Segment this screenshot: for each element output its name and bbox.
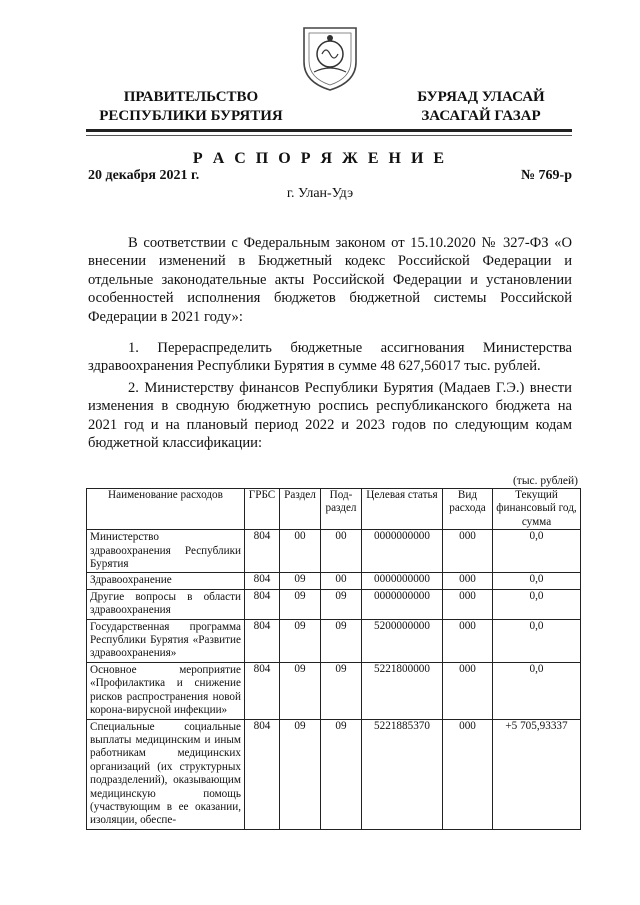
header-divider-thin	[86, 135, 572, 136]
government-name-line2: РЕСПУБЛИКИ БУРЯТИЯ	[99, 108, 283, 124]
table-header-row	[87, 489, 581, 530]
row-name: Основное мероприятие «Профилактика и снижение рисков распространения новой корона-вирусной инфекции»	[87, 662, 245, 719]
col-header-podrazdel: Под-раздел	[321, 489, 362, 530]
emblem-icon	[300, 24, 360, 92]
row-name: Специальные социальные выплаты медицинским и иным работникам медицинских организаций (их структурных подразделений), оказывающим медицинскую помощь (участвующим в ее оказании, изоляции, обеспе-	[87, 719, 245, 829]
col-header-summa: Текущий финансовый год, сумма	[493, 489, 581, 530]
header-divider-thick	[86, 129, 572, 132]
table-row	[87, 589, 581, 619]
row-grbs: 804	[245, 589, 280, 619]
row-razdel: 09	[280, 589, 321, 619]
row-statya: 5200000000	[362, 619, 443, 662]
units-label: (тыс. рублей)	[512, 475, 578, 487]
government-name-bua	[405, 88, 557, 126]
budget-table	[86, 488, 581, 830]
preamble-paragraph: В соответствии с Федеральным законом от 15.10.2020 № 327-ФЗ «О внесении изменений в Бюджетный кодекс Российской Федерации и отдельные законодательные акты Российской Федерации и установлении особенностей исполнения бюджетов бюджетной системы Российской Федерации в 2021 году»:	[88, 235, 572, 325]
row-statya: 0000000000	[362, 589, 443, 619]
item-2-paragraph: 2. Министерству финансов Республики Бурятия (Мадаев Г.Э.) внести изменения в сводную бюджетную роспись республиканского бюджета на 2021 год и на плановый период 2022 и 2023 годов по следующим кодам бюджетной классификации:	[88, 380, 572, 452]
row-summa: 0,0	[493, 662, 581, 719]
row-podrazdel: 09	[321, 662, 362, 719]
table-row	[87, 573, 581, 589]
col-header-statya: Целевая статья	[362, 489, 443, 530]
col-header-name: Наименование расходов	[87, 489, 245, 530]
row-name: Другие вопросы в области здравоохранения	[87, 589, 245, 619]
row-summa: 0,0	[493, 619, 581, 662]
row-vid: 000	[443, 573, 493, 589]
row-summa: +5 705,93337	[493, 719, 581, 829]
row-vid: 000	[443, 662, 493, 719]
document-city: г. Улан-Удэ	[286, 186, 354, 201]
row-statya: 0000000000	[362, 530, 443, 573]
row-grbs: 804	[245, 573, 280, 589]
document-date: 20 декабря 2021 г.	[88, 168, 200, 183]
row-grbs: 804	[245, 662, 280, 719]
row-name: Государственная программа Республики Бурятия «Развитие здравоохранения»	[87, 619, 245, 662]
row-vid: 000	[443, 589, 493, 619]
row-statya: 5221885370	[362, 719, 443, 829]
row-razdel: 09	[280, 619, 321, 662]
row-vid: 000	[443, 619, 493, 662]
row-statya: 0000000000	[362, 573, 443, 589]
government-name-bua-line1: БУРЯАД УЛАСАЙ	[417, 89, 545, 105]
row-vid: 000	[443, 719, 493, 829]
row-podrazdel: 09	[321, 589, 362, 619]
table-row	[87, 719, 581, 829]
document-title: Р А С П О Р Я Ж Е Н И Е	[192, 150, 448, 167]
row-podrazdel: 00	[321, 530, 362, 573]
row-podrazdel: 09	[321, 619, 362, 662]
table-row	[87, 530, 581, 573]
item-1-paragraph: 1. Перераспределить бюджетные ассигнования Министерства здравоохранения Республики Бурятия в сумме 48 627,56017 тыс. рублей.	[88, 340, 572, 375]
row-razdel: 00	[280, 530, 321, 573]
government-name-line1: ПРАВИТЕЛЬСТВО	[123, 89, 259, 105]
row-name: Министерство здравоохранения Республики Бурятия	[87, 530, 245, 573]
col-header-razdel: Раздел	[280, 489, 321, 530]
row-vid: 000	[443, 530, 493, 573]
row-summa: 0,0	[493, 589, 581, 619]
row-razdel: 09	[280, 719, 321, 829]
government-name-ru	[88, 88, 294, 126]
row-statya: 5221800000	[362, 662, 443, 719]
row-podrazdel: 09	[321, 719, 362, 829]
row-grbs: 804	[245, 619, 280, 662]
row-grbs: 804	[245, 530, 280, 573]
table-row	[87, 619, 581, 662]
row-name: Здравоохранение	[87, 573, 245, 589]
row-summa: 0,0	[493, 530, 581, 573]
row-grbs: 804	[245, 719, 280, 829]
row-summa: 0,0	[493, 573, 581, 589]
col-header-grbs: ГРБС	[245, 489, 280, 530]
row-razdel: 09	[280, 662, 321, 719]
table-row	[87, 662, 581, 719]
col-header-vid: Вид расхода	[443, 489, 493, 530]
government-name-bua-line2: ЗАСАГАЙ ГАЗАР	[421, 108, 541, 124]
document-number: № 769-р	[520, 168, 572, 183]
row-podrazdel: 00	[321, 573, 362, 589]
row-razdel: 09	[280, 573, 321, 589]
